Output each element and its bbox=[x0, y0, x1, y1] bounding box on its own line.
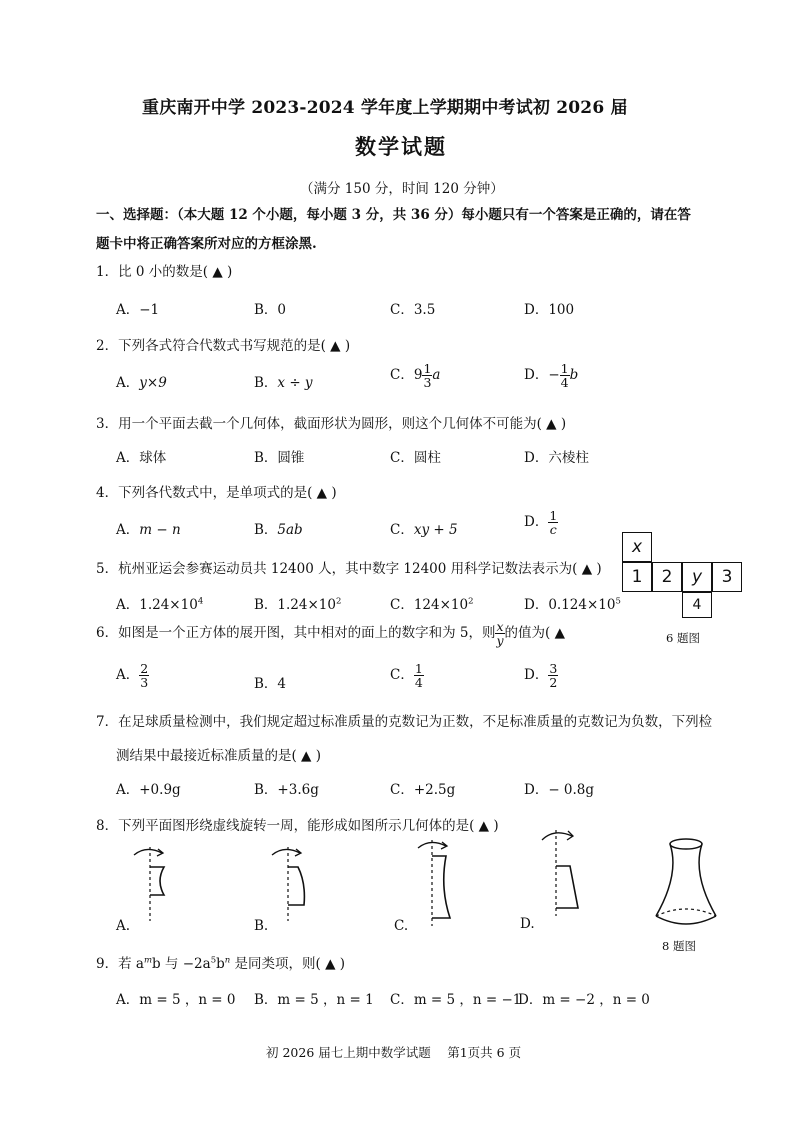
q5-option-d: D．$0.124\times 10^5$ bbox=[524, 596, 621, 613]
q7-option-b: B．+3.6g bbox=[254, 782, 319, 798]
net-face-1: 1 bbox=[622, 562, 652, 592]
cube-net-figure bbox=[622, 532, 752, 622]
q2-stem: 2．下列各式符合代数式书写规范的是( ▲ ) bbox=[96, 338, 351, 354]
q4-option-a: A．m − n bbox=[116, 522, 181, 538]
section-heading-line2: 题卡中将正确答案所对应的方框涂黑. bbox=[96, 236, 317, 252]
q2-option-b: B．x ÷ y bbox=[254, 375, 313, 391]
q5-option-a: A．$1.24\times 10^4$ bbox=[116, 596, 204, 613]
q2-option-a: A．y×9 bbox=[116, 375, 167, 391]
q8-solid-figure bbox=[646, 834, 726, 934]
q5-option-b: B．$1.24\times 10^2$ bbox=[254, 596, 342, 613]
q7-option-c: C．+2.5g bbox=[390, 782, 456, 798]
q1-option-b: B．0 bbox=[254, 302, 287, 318]
q8-option-d-figure bbox=[536, 828, 596, 918]
section-heading-line1: 一、选择题：（本大题 12 个小题，每小题 3 分，共 36 分）每小题只有一个答案是正确的，请在答 bbox=[96, 207, 691, 223]
q8-option-b-figure bbox=[266, 843, 316, 923]
q6-option-c: C． $\frac{1}{4}$ bbox=[390, 661, 423, 691]
q3-option-a: A．球体 bbox=[116, 450, 167, 466]
q8-option-d-label: D. bbox=[520, 916, 535, 932]
net-face-2: 2 bbox=[652, 562, 682, 592]
q2-option-c: C．9 $\frac{1}{3}$ a bbox=[390, 361, 441, 391]
net-face-3: 3 bbox=[712, 562, 742, 592]
net-face-y: y bbox=[682, 562, 712, 592]
q4-option-d: D． $\frac{1}{c}$ bbox=[524, 508, 558, 538]
q7-option-a: A．+0.9g bbox=[116, 782, 181, 798]
q6-option-b: B．4 bbox=[254, 676, 287, 692]
q8-option-c-figure bbox=[414, 838, 464, 928]
q6-stem: 6．如图是一个正方体的展开图，其中相对的面上的数字和为 5，则 $\frac{x}{y}$ 的值为( ▲ bbox=[96, 619, 565, 649]
q8-option-b-label: B. bbox=[254, 918, 269, 934]
q3-stem: 3．用一个平面去截一个几何体，截面形状为圆形，则这个几何体不可能为( ▲ ) bbox=[96, 416, 567, 432]
exam-title: 重庆南开中学 2023-2024 学年度上学期期中考试初 2026 届 bbox=[142, 98, 628, 118]
q9-option-a: A．m = 5 ，n = 0 bbox=[116, 992, 236, 1008]
q8-option-a-label: A. bbox=[116, 918, 131, 934]
q4-option-c: C．xy + 5 bbox=[390, 522, 458, 538]
q6-option-a: A． $\frac{2}{3}$ bbox=[116, 661, 149, 691]
net-face-4: 4 bbox=[682, 592, 712, 618]
q8-option-c-label: C. bbox=[394, 918, 409, 934]
q7-stem-line2: 测结果中最接近标准质量的是( ▲ ) bbox=[116, 748, 321, 764]
q6-option-d: D． $\frac{3}{2}$ bbox=[524, 661, 558, 691]
q7-stem-line1: 7．在足球质量检测中，我们规定超过标准质量的克数记为正数，不足标准质量的克数记为负数，下列检 bbox=[96, 714, 713, 730]
q4-stem: 4．下列各代数式中，是单项式的是( ▲ ) bbox=[96, 485, 337, 501]
q3-option-b: B．圆锥 bbox=[254, 450, 305, 466]
q8-option-a-figure bbox=[128, 843, 178, 923]
q6-figure-caption: 6 题图 bbox=[666, 631, 700, 645]
page-footer: 初 2026 届七上期中数学试题 第1页共 6 页 bbox=[266, 1045, 522, 1060]
q3-option-d: D．六棱柱 bbox=[524, 450, 589, 466]
q8-stem: 8．下列平面图形绕虚线旋转一周，能形成如图所示几何体的是( ▲ ) bbox=[96, 818, 499, 834]
net-face-x: x bbox=[622, 532, 652, 562]
q9-stem: 9．若 $a^mb$ 与 $-2a^5b^n$ 是同类项，则( ▲ ) bbox=[96, 955, 346, 972]
q1-option-d: D．100 bbox=[524, 302, 575, 318]
q5-stem: 5．杭州亚运会参赛运动员共 12400 人，其中数字 12400 用科学记数法表示为( ▲ ) bbox=[96, 561, 602, 577]
q1-option-a: A．−1 bbox=[116, 302, 160, 318]
exam-info: （满分 150 分，时间 120 分钟） bbox=[300, 181, 504, 197]
q9-option-c: C．m = 5 ，n = −1 bbox=[390, 992, 522, 1008]
q7-option-d: D．− 0.8g bbox=[524, 782, 595, 798]
q9-option-b: B．m = 5 ，n = 1 bbox=[254, 992, 374, 1008]
q5-option-c: C．$124\times 10^2$ bbox=[390, 596, 474, 613]
q3-option-c: C．圆柱 bbox=[390, 450, 441, 466]
q9-option-d: D．m = −2 ，n = 0 bbox=[518, 992, 650, 1008]
q1-stem: 1．比 0 小的数是( ▲ ) bbox=[96, 264, 233, 280]
q8-figure-caption: 8 题图 bbox=[662, 939, 696, 953]
q1-option-c: C．3.5 bbox=[390, 302, 436, 318]
subject-title: 数学试题 bbox=[355, 134, 447, 159]
q4-option-b: B．5ab bbox=[254, 522, 303, 538]
q2-option-d: D．− $\frac{1}{4}$ b bbox=[524, 361, 579, 391]
